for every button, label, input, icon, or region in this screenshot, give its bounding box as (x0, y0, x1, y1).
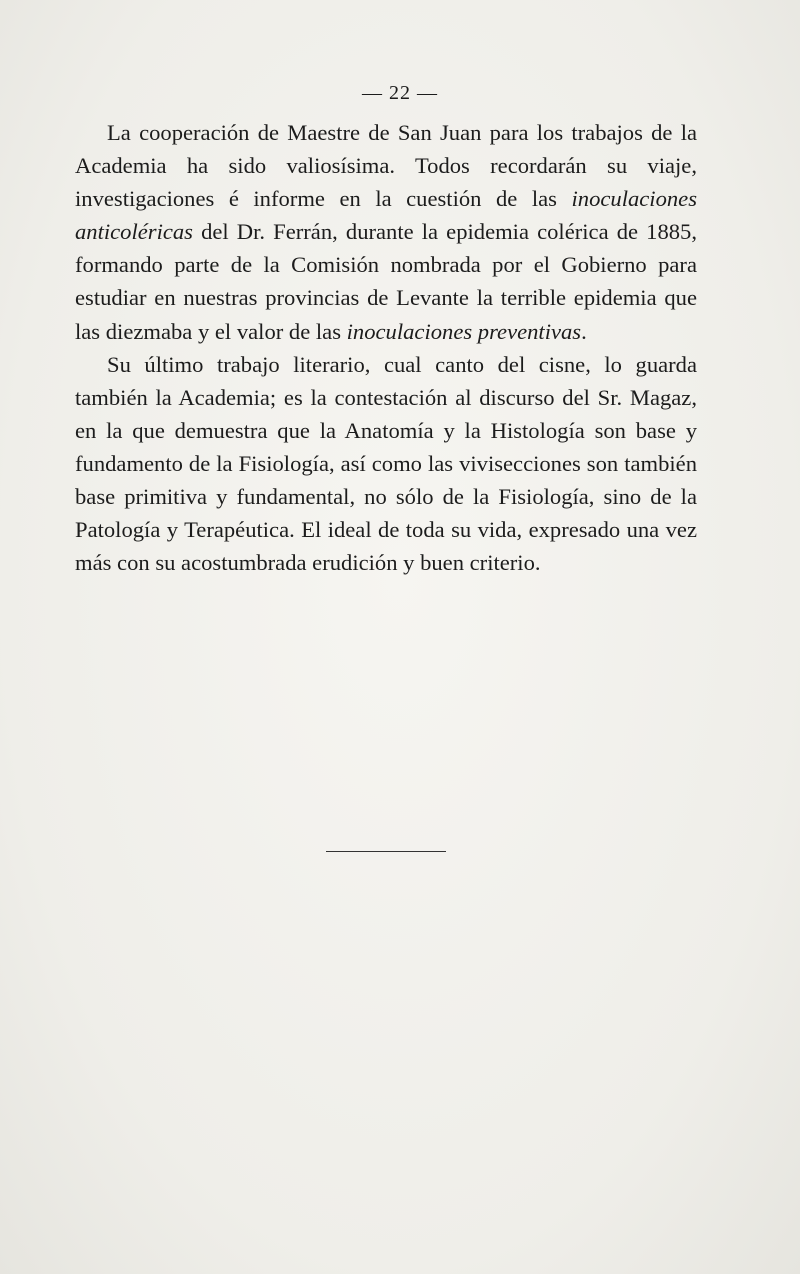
paragraph-1-text-a: La cooperación de Maestre de San Juan para los trabajos de la Academia ha sido valiosísima. Todos recordarán su viaje, investigaciones é informe en la cuestión de las (75, 120, 697, 212)
page-number: — 22 — (362, 82, 438, 104)
section-rule (326, 851, 446, 852)
show-through-shadow (70, 560, 710, 1080)
paragraph-1-italic-a: inoculaciones anticoléricas (75, 186, 697, 245)
paragraph-2: Su último trabajo literario, cual canto del cisne, lo guarda también la Academia; es la contestación al discurso del Sr. Magaz, en la que demuestra que la Anatomía y la Histología son base y fundamento de la Fisiología, así como las vivisecciones son también base primitiva y fundamental, no sólo de la Fisiología, sino de la Patología y Terapéutica. El ideal de toda su vida, expresado una vez más con su acostumbrada erudición y buen criterio. (75, 351, 697, 576)
body-text (75, 116, 697, 579)
paragraph-1-text-c: . (581, 318, 587, 344)
paragraph-1-text-b: del Dr. Ferrán, durante la epidemia colérica de 1885, formando parte de la Comisión nombrada por el Gobierno para estudiar en nuestras provincias de Levante la terrible epidemia que las diezmaba y el valor de las (75, 219, 697, 344)
paragraph-1 (75, 116, 697, 348)
paragraph-1-italic-b: inoculaciones preventivas (346, 318, 582, 344)
